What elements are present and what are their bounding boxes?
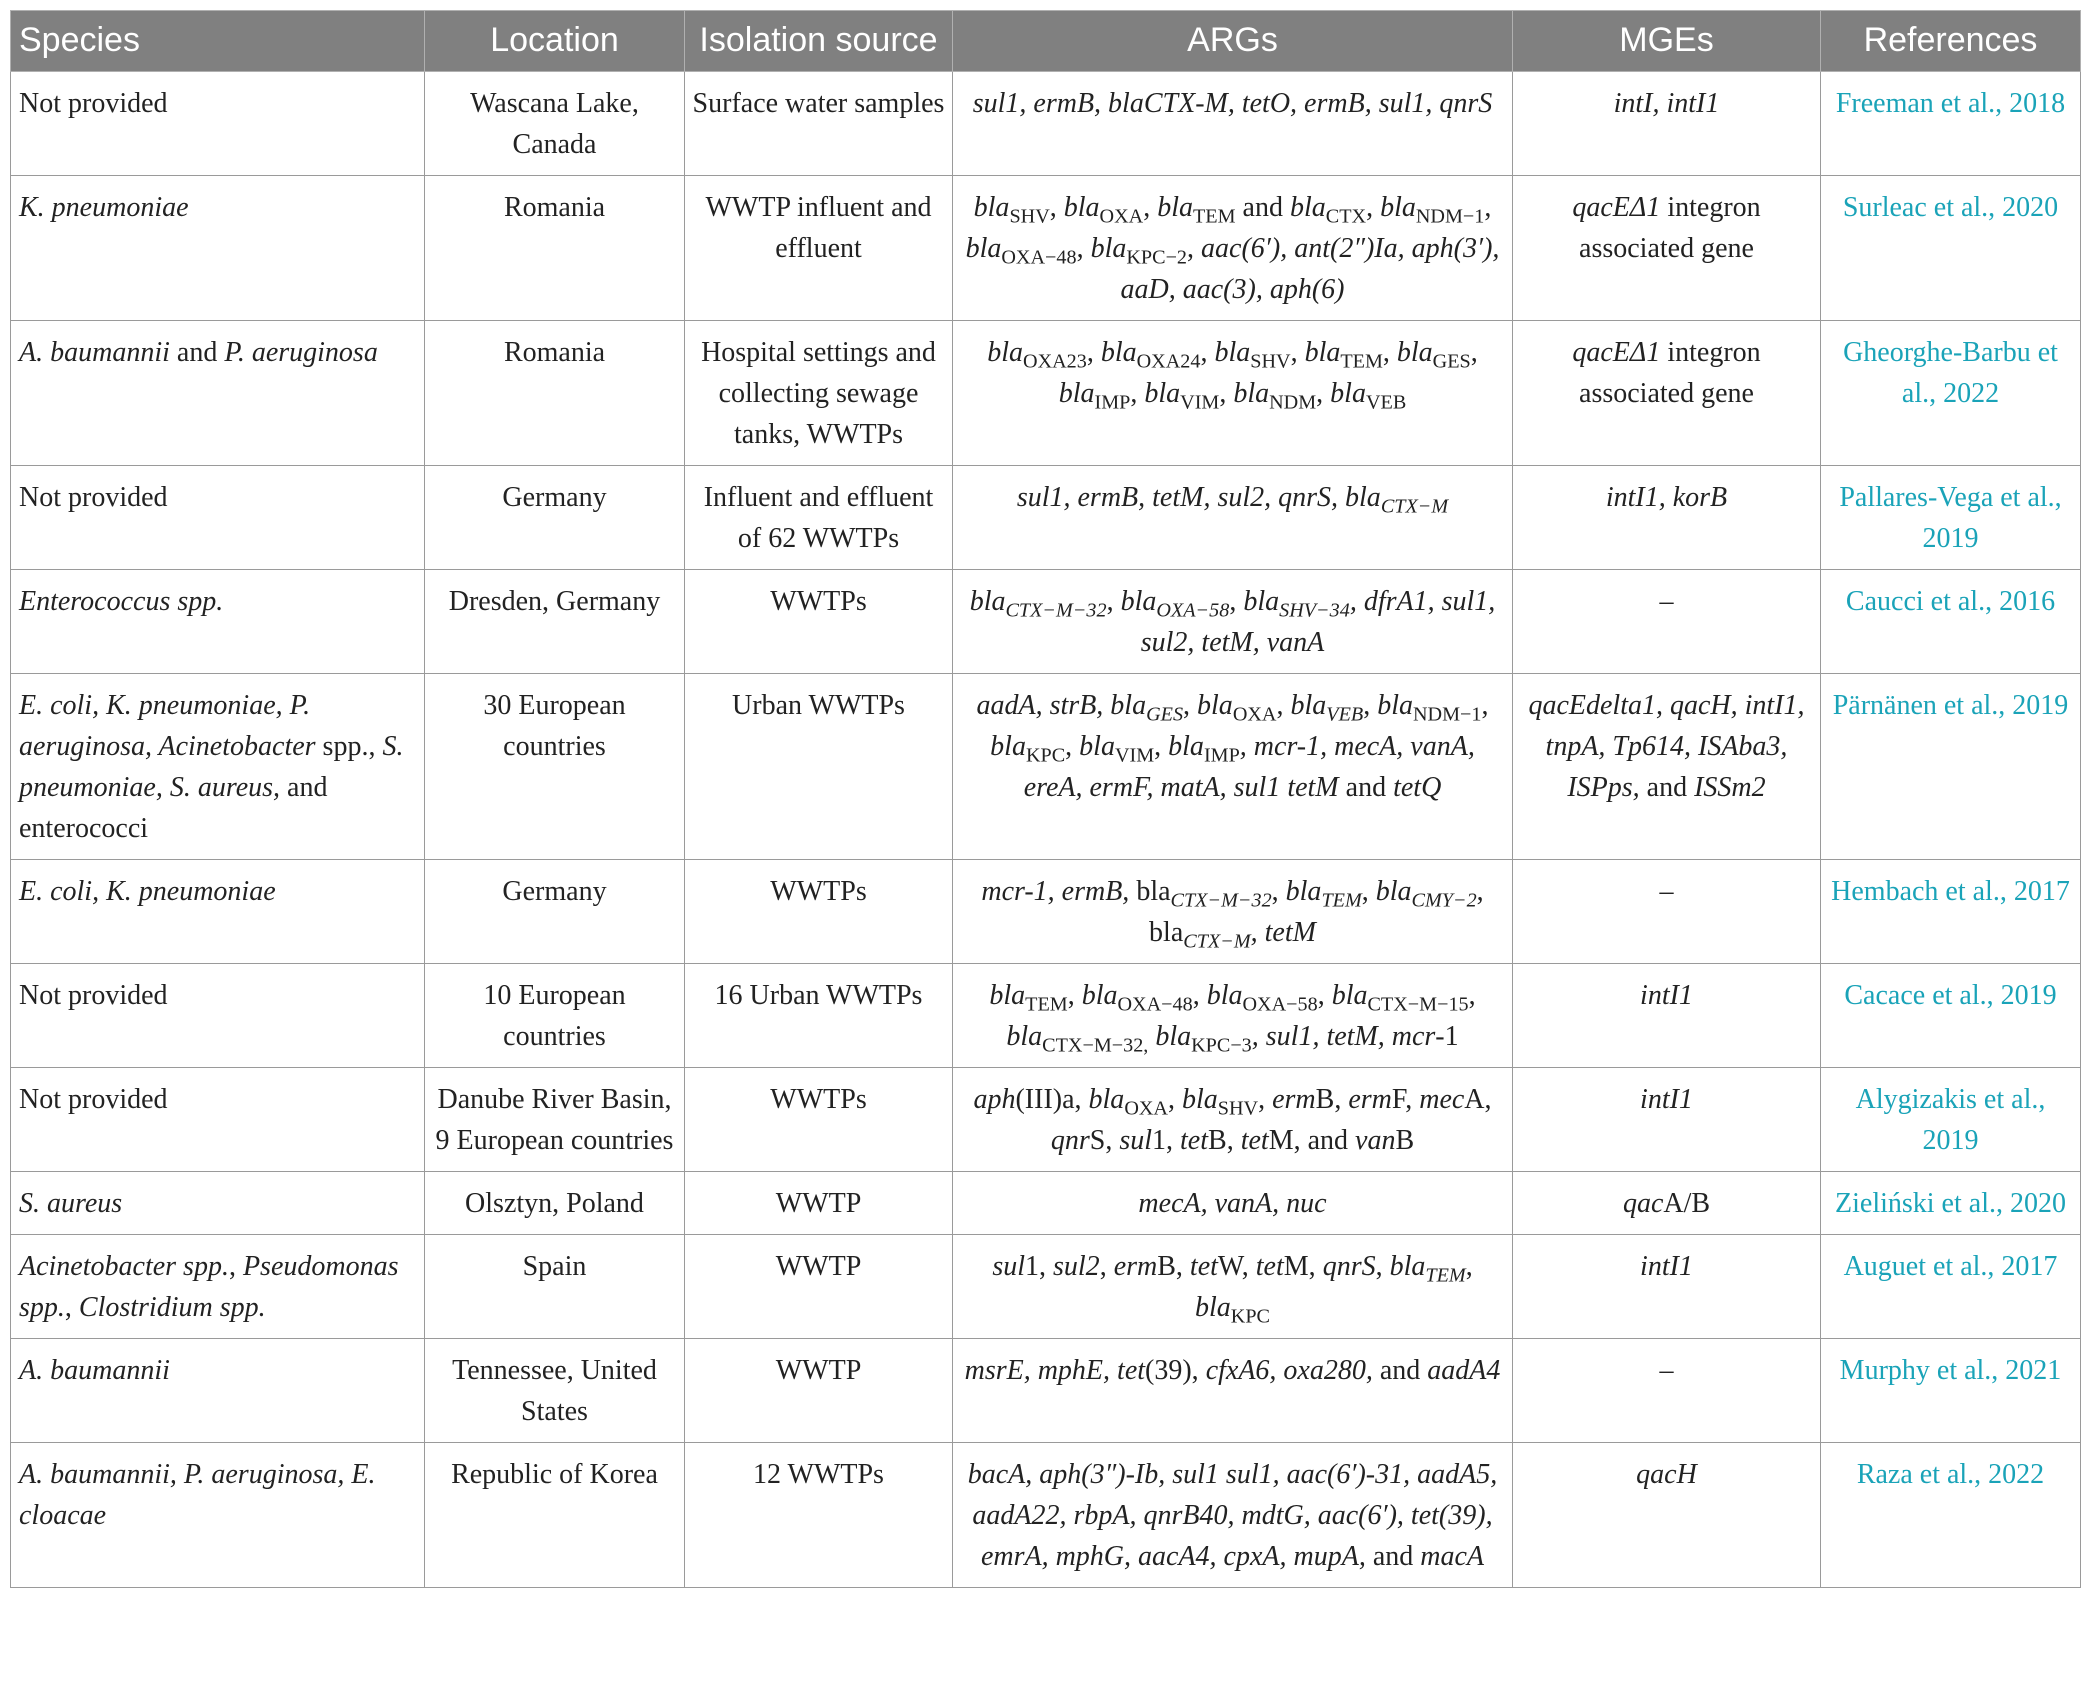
cell-isolation-source: WWTPs <box>685 1068 953 1172</box>
cell-args: bla$_{OXA23}$, bla$_{OXA24}$, bla$_{SHV}$, bla$_{TEM}$, bla$_{GES}$, bla$_{IMP}$, bla$_{VIM}$, bla$_{NDM}$, bla$_{VEB}$ <box>953 321 1513 466</box>
cell-isolation-source: Urban WWTPs <box>685 674 953 860</box>
table-row <box>11 176 2081 321</box>
cell-species: A. baumannii <box>11 1339 425 1443</box>
cell-location: Dresden, Germany <box>425 570 685 674</box>
reference-link[interactable]: Pärnänen et al., 2019 <box>1832 690 2069 721</box>
cell-location: Republic of Korea <box>425 1443 685 1588</box>
cell-mges: qacH <box>1513 1443 1821 1588</box>
cell-isolation-source: Surface water samples <box>685 72 953 176</box>
reference-link[interactable]: Hembach et al., 2017 <box>1831 876 2070 907</box>
table-row <box>11 570 2081 674</box>
cell-reference[interactable] <box>1821 1172 2081 1235</box>
cell-isolation-source: WWTPs <box>685 860 953 964</box>
cell-mges: qacEΔ1 integron associated gene <box>1513 321 1821 466</box>
cell-reference[interactable] <box>1821 176 2081 321</box>
cell-reference[interactable] <box>1821 860 2081 964</box>
header-references: References <box>1821 11 2081 72</box>
table-container <box>10 10 2080 1588</box>
cell-species: Not provided <box>11 466 425 570</box>
table-row <box>11 1172 2081 1235</box>
cell-mges: – <box>1513 570 1821 674</box>
cell-reference[interactable] <box>1821 321 2081 466</box>
cell-species: Not provided <box>11 1068 425 1172</box>
reference-link[interactable]: Murphy et al., 2021 <box>1839 1355 2062 1386</box>
cell-args: bla$_{SHV}$, bla$_{OXA}$, bla$_{TEM}$ and bla$_{CTX}$, bla$_{NDM-1}$, bla$_{OXA-48}$, bla$_{KPC-2}$, aac(6′), ant(2″)Ia, aph(3′), aaD, aac(3), aph(6) <box>953 176 1513 321</box>
cell-species: E. coli, K. pneumoniae <box>11 860 425 964</box>
table-row <box>11 72 2081 176</box>
table-row <box>11 1339 2081 1443</box>
header-mges: MGEs <box>1513 11 1821 72</box>
reference-link[interactable]: Zieliński et al., 2020 <box>1835 1188 2066 1219</box>
reference-link[interactable]: Caucci et al., 2016 <box>1845 586 2056 617</box>
cell-species: Not provided <box>11 72 425 176</box>
table-row <box>11 860 2081 964</box>
cell-mges: intI, intI1 <box>1513 72 1821 176</box>
cell-species: K. pneumoniae <box>11 176 425 321</box>
header-row <box>11 11 2081 72</box>
cell-isolation-source: Hospital settings and collecting sewage tanks, WWTPs <box>685 321 953 466</box>
table-row <box>11 1443 2081 1588</box>
cell-isolation-source: WWTP <box>685 1235 953 1339</box>
cell-isolation-source: WWTP <box>685 1339 953 1443</box>
cell-isolation-source: WWTP influent and effluent <box>685 176 953 321</box>
cell-args: sul1, sul2, ermB, tetW, tetM, qnrS, bla$_{TEM}$, bla$_{KPC}$ <box>953 1235 1513 1339</box>
cell-location: 10 European countries <box>425 964 685 1068</box>
cell-location: Germany <box>425 860 685 964</box>
cell-reference[interactable] <box>1821 1339 2081 1443</box>
cell-isolation-source: Influent and effluent of 62 WWTPs <box>685 466 953 570</box>
cell-args: mecA, vanA, nuc <box>953 1172 1513 1235</box>
cell-location: Olsztyn, Poland <box>425 1172 685 1235</box>
cell-isolation-source: WWTP <box>685 1172 953 1235</box>
cell-mges: qacEdelta1, qacH, intI1, tnpA, Tp614, ISAba3, ISPps, and ISSm2 <box>1513 674 1821 860</box>
cell-isolation-source: 12 WWTPs <box>685 1443 953 1588</box>
header-location: Location <box>425 11 685 72</box>
reference-link[interactable]: Gheorghe-Barbu et al., 2022 <box>1843 337 2058 409</box>
cell-species: Acinetobacter spp., Pseudomonas spp., Clostridium spp. <box>11 1235 425 1339</box>
args-table <box>10 10 2081 1588</box>
cell-args: bacA, aph(3″)-Ib, sul1 sul1, aac(6′)-31, aadA5, aadA22, rbpA, qnrB40, mdtG, aac(6′), tet(39), emrA, mphG, aacA4, cpxA, mupA, and macA <box>953 1443 1513 1588</box>
cell-mges: – <box>1513 1339 1821 1443</box>
cell-reference[interactable] <box>1821 674 2081 860</box>
cell-isolation-source: WWTPs <box>685 570 953 674</box>
cell-reference[interactable] <box>1821 1443 2081 1588</box>
cell-mges: intI1 <box>1513 1235 1821 1339</box>
reference-link[interactable]: Freeman et al., 2018 <box>1835 88 2066 119</box>
cell-args: aph(III)a, bla$_{OXA}$, bla$_{SHV}$, ermB, ermF, mecA, qnrS, sul1, tetB, tetM, and vanB <box>953 1068 1513 1172</box>
reference-link[interactable]: Auguet et al., 2017 <box>1843 1251 2058 1282</box>
table-row <box>11 1068 2081 1172</box>
cell-species: Enterococcus spp. <box>11 570 425 674</box>
cell-args: msrE, mphE, tet(39), cfxA6, oxa280, and aadA4 <box>953 1339 1513 1443</box>
cell-reference[interactable] <box>1821 964 2081 1068</box>
cell-species: S. aureus <box>11 1172 425 1235</box>
cell-mges: qacEΔ1 integron associated gene <box>1513 176 1821 321</box>
cell-species: Not provided <box>11 964 425 1068</box>
cell-species: A. baumannii, P. aeruginosa, E. cloacae <box>11 1443 425 1588</box>
reference-link[interactable]: Surleac et al., 2020 <box>1842 192 2059 223</box>
table-row <box>11 466 2081 570</box>
cell-reference[interactable] <box>1821 570 2081 674</box>
cell-mges: intI1, korB <box>1513 466 1821 570</box>
cell-mges: intI1 <box>1513 964 1821 1068</box>
cell-location: Danube River Basin, 9 European countries <box>425 1068 685 1172</box>
reference-link[interactable]: Raza et al., 2022 <box>1856 1459 2045 1490</box>
cell-reference[interactable] <box>1821 1235 2081 1339</box>
table-row <box>11 1235 2081 1339</box>
cell-mges: intI1 <box>1513 1068 1821 1172</box>
header-isolation-source: Isolation source <box>685 11 953 72</box>
cell-args: mcr-1, ermB, bla$_{CTX-M-32}$, bla$_{TEM}$, bla$_{CMY-2}$, bla$_{CTX-M}$, tetM <box>953 860 1513 964</box>
cell-mges: – <box>1513 860 1821 964</box>
cell-args: sul1, ermB, tetM, sul2, qnrS, bla$_{CTX-M}$ <box>953 466 1513 570</box>
cell-args: sul1, ermB, blaCTX-M, tetO, ermB, sul1, qnrS <box>953 72 1513 176</box>
table-body <box>11 72 2081 1588</box>
cell-location: Romania <box>425 176 685 321</box>
table-row <box>11 321 2081 466</box>
reference-link[interactable]: Alygizakis et al., 2019 <box>1855 1084 2046 1156</box>
cell-isolation-source: 16 Urban WWTPs <box>685 964 953 1068</box>
cell-location: 30 European countries <box>425 674 685 860</box>
cell-args: bla$_{TEM}$, bla$_{OXA-48}$, bla$_{OXA-58}$, bla$_{CTX-M-15}$, bla$_{CTX-M-32,}$ bla$_{KPC-3}$, sul1, tetM, mcr-1 <box>953 964 1513 1068</box>
cell-species: E. coli, K. pneumoniae, P. aeruginosa, Acinetobacter spp., S. pneumoniae, S. aureus, and enterococci <box>11 674 425 860</box>
cell-species: A. baumannii and P. aeruginosa <box>11 321 425 466</box>
cell-mges: qacA/B <box>1513 1172 1821 1235</box>
cell-location: Romania <box>425 321 685 466</box>
reference-link[interactable]: Cacace et al., 2019 <box>1844 980 2057 1011</box>
cell-args: aadA, strB, bla$_{GES}$, bla$_{OXA}$, bla$_{VEB}$, bla$_{NDM-1}$, bla$_{KPC}$, bla$_{VIM}$, bla$_{IMP}$, mcr-1, mecA, vanA, ereA, ermF, matA, sul1 tetM and tetQ <box>953 674 1513 860</box>
cell-reference[interactable] <box>1821 466 2081 570</box>
table-row <box>11 674 2081 860</box>
cell-location: Wascana Lake, Canada <box>425 72 685 176</box>
cell-reference[interactable] <box>1821 72 2081 176</box>
cell-location: Germany <box>425 466 685 570</box>
cell-location: Tennessee, United States <box>425 1339 685 1443</box>
cell-reference[interactable] <box>1821 1068 2081 1172</box>
table-row <box>11 964 2081 1068</box>
header-args: ARGs <box>953 11 1513 72</box>
cell-args: bla$_{CTX-M-32}$, bla$_{OXA-58}$, bla$_{SHV-34}$, dfrA1, sul1, sul2, tetM, vanA <box>953 570 1513 674</box>
reference-link[interactable]: Pallares-Vega et al., 2019 <box>1839 482 2062 554</box>
header-species: Species <box>11 11 425 72</box>
cell-location: Spain <box>425 1235 685 1339</box>
